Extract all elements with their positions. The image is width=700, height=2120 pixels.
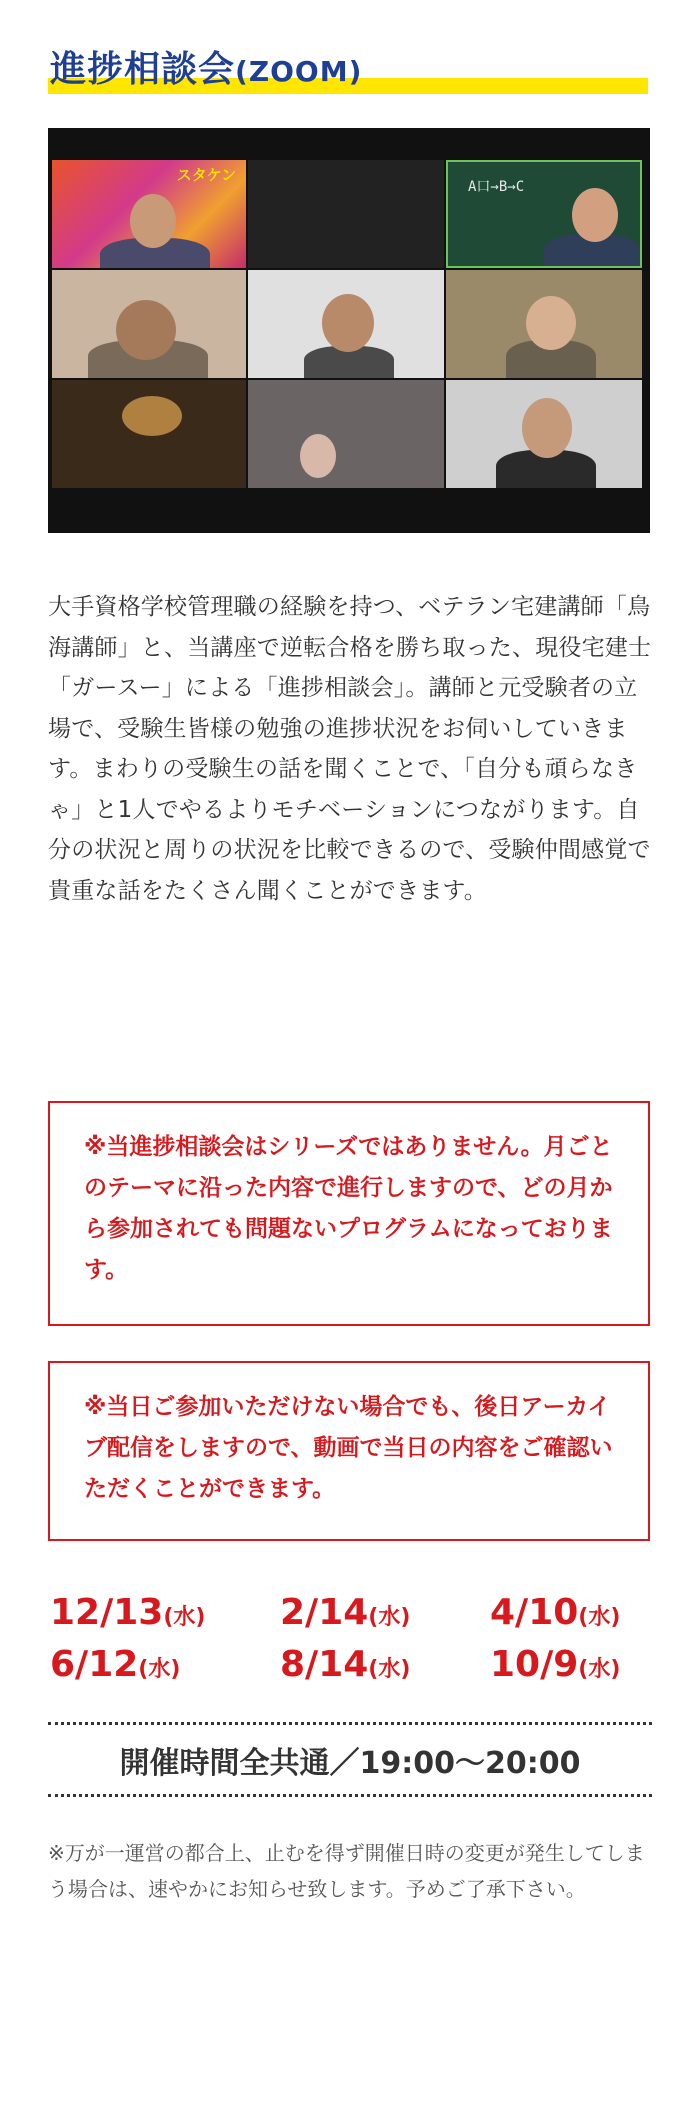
footnote: ※万が一運営の都合上、止むを得ず開催日時の変更が発生してしまう場合は、速やかにお知らせ致します。予めご了承下さい。 <box>48 1841 645 1901</box>
dotted-divider-top <box>48 1722 652 1725</box>
participant-tile <box>248 380 444 488</box>
participant-tile-teacher <box>446 160 642 268</box>
participant-head <box>322 294 374 352</box>
notice-archive <box>48 1361 650 1541</box>
description-paragraph: 大手資格学校管理職の経験を持つ、ベテラン宅建講師「鳥海講師」と、当講座で逆転合格を勝ち取った、現役宅建士「ガースー」による「進捗相談会」。講師と元受験者の立場で、受験生皆様の勉強の進捗状況をお伺いしていきます。まわりの受験生の話を聞くことで、「自分も頑らなきゃ」と1人でやるよりモチベーションにつながります。自分の状況と周りの状況を比較できるので、受験仲間感覚で貴重な話をたくさん聞くことができます。 <box>48 594 652 904</box>
participant-tile <box>446 380 642 488</box>
participant-tile <box>446 270 642 378</box>
participant-tile <box>52 270 246 378</box>
date-item: 6/12(水) <box>50 1644 181 1685</box>
date-item: 10/9(水) <box>490 1644 621 1685</box>
participant-head <box>130 194 176 248</box>
participant-head <box>300 434 336 478</box>
notice-series <box>48 1101 650 1326</box>
participant-head <box>526 296 576 350</box>
notice-text: ※当進捗相談会はシリーズではありません。月ごとのテーマに沿った内容で進行しますので、どの月から参加されても問題ないプログラムになっております。 <box>84 1134 613 1283</box>
page-title <box>50 48 362 94</box>
zoom-screenshot <box>48 128 650 533</box>
blackboard-text: A口→B→C <box>468 179 525 195</box>
date-item: 8/14(水) <box>280 1644 411 1685</box>
dotted-divider-bottom <box>48 1794 652 1797</box>
schedule-dates <box>48 1592 658 1702</box>
participant-tile-staken <box>52 160 246 268</box>
event-time: 開催時間全共通／19:00〜20:00 <box>119 1746 581 1781</box>
title-main: 進捗相談会 <box>50 49 236 90</box>
section-header <box>48 48 648 98</box>
notice-text: ※当日ご参加いただけない場合でも、後日アーカイブ配信をしますので、動画で当日の内容をご確認いただくことができます。 <box>84 1394 613 1502</box>
title-sub: (ZOOM) <box>235 55 363 88</box>
participant-tile <box>248 270 444 378</box>
date-item: 4/10(水) <box>490 1592 621 1633</box>
participant-head <box>572 188 618 242</box>
participant-tile <box>52 380 246 488</box>
staken-banner: スタケン <box>176 166 236 184</box>
participant-head <box>116 300 176 360</box>
participant-tile-empty <box>248 160 444 268</box>
participant-head <box>522 398 572 458</box>
date-item: 2/14(水) <box>280 1592 411 1633</box>
lamp-glow <box>122 396 182 436</box>
date-item: 12/13(水) <box>50 1592 206 1633</box>
